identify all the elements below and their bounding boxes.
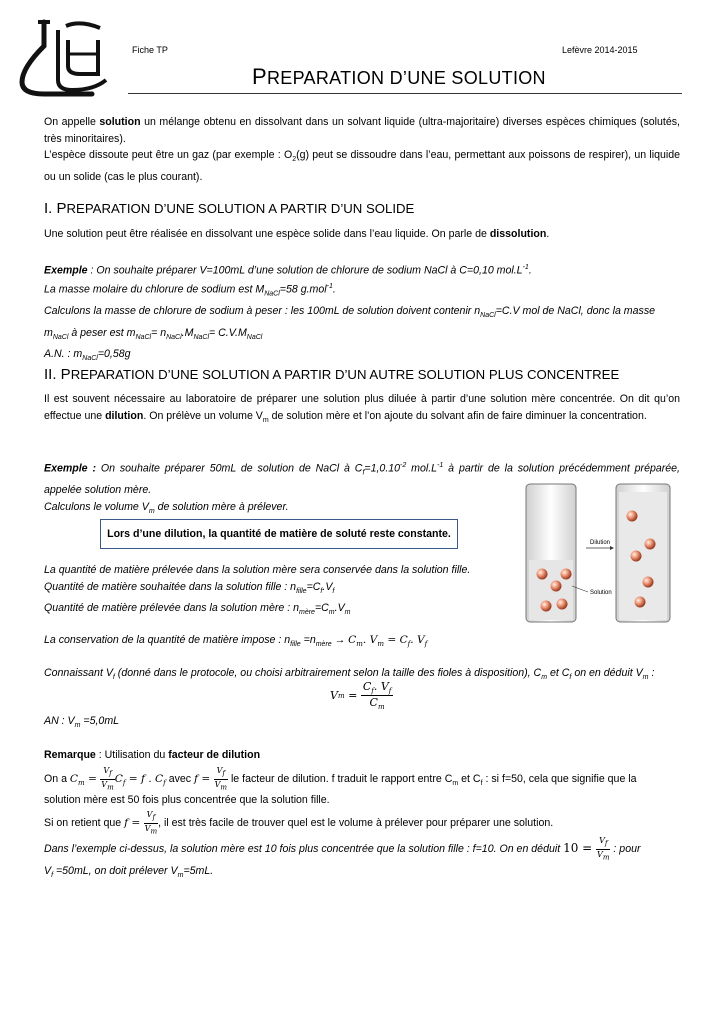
section-2-example: Exemple : On souhaite préparer 50mL de solution de NaCl à $C_f=1,0.10^{-2}$ $mol.L^{-1}$ à partir de la solution précédemment préparée, appelée solution mère. Calculons le volume $V_m$ de solution mère à prélever. — [44, 462, 681, 515]
section-1-heading: I. PREPARATION D’UNE SOLUTION A PARTIR D’UN SOLIDE — [44, 200, 415, 217]
particle — [627, 511, 638, 522]
remark-heading: Remarque : Utilisation du facteur de dilution — [44, 749, 261, 761]
particle — [557, 599, 568, 610]
particle — [645, 539, 656, 550]
particle — [631, 551, 642, 562]
remark-line-1: On a $C_m$ = $\frac{V_f}{V_m}$ $C_f = f$ . $C_f$ avec f = $\frac{V_f}{V_m}$ le facteur de dilution. f traduit le rapport entre $C_m$ et $C_f$ : si f=50, cela que signifie que la — [44, 766, 637, 792]
intro-paragraph: On appelle solution un mélange obtenu en dissolvant dans un solvant liquide (ultra-majoritaire) diverses espèces chimiques (solutés, très minoritaires). L’espèce dissoute peut être un gaz (par exemple : $O_2(g)$ peut se dissoudre dans l’eau, permettant aux poissons de respirer), un liquide ou un solide (cas le plus courant). — [44, 116, 680, 183]
section-2-an: AN : $V_m =5,0mL$ — [44, 715, 120, 730]
section-2-paragraph: Il est souvent nécessaire au laboratoire de préparer une solution plus diluée à partir d’une solution mère concentrée. On dit qu’on effectue une dilution. On prélève un volume $V_m$ de solution mère et l’on ajoute du solvant afin de faire diminuer la concentration. — [44, 393, 680, 424]
section-1-paragraph: Une solution peut être réalisée en dissolvant une espèce solide dans l’eau liquide. On parle de dissolution. — [44, 228, 550, 240]
header-left: Fiche TP — [132, 45, 168, 55]
label-solution: Solution — [590, 590, 612, 596]
particle — [541, 601, 552, 612]
label-dilution: Dilution — [590, 540, 611, 546]
remark-line-3: Si on retient que f = $\frac{V_f}{V_m}$ , il est très facile de trouver quel est le volume à prélever pour préparer une solution. — [44, 810, 554, 836]
section-2-heading: II. PREPARATION D’UNE SOLUTION A PARTIR D’UN AUTRE SOLUTION PLUS CONCENTREE — [44, 366, 620, 383]
section-1-example: Exemple : On souhaite préparer V=100mL d’une solution de chlorure de sodium NaCl à C=0,10 $mol.L^{-1}$. La masse molaire du chlorure de sodium est $M_{NaCl}=58$ g.mol$^{-1}$. Calculons la masse de chlorure de sodium à peser : les 100mL de solution doivent contenir $n_{NaCl}=C.V$ mol de NaCl, donc la masse $m_{NaCl}$ à peser est $m_{NaCl}= n_{NaCl}.M_{NaCl}= C.V.M_{NaCl}$ A.N. : $m_{NaCl}=0,58g$ — [44, 264, 656, 363]
display-equation: V m = $\frac{C_f. V_f}{C_m}$ — [330, 680, 392, 712]
dilution-figure — [498, 476, 682, 626]
remark-line-4: Dans l’exemple ci-dessus, la solution mère est 10 fois plus concentrée que la solution fille : f=10. On en déduit 10 = $\frac{V_f}{V_m}$ : pour $V_f =50mL$, on doit prélever $V_m=5mL$. — [44, 836, 641, 880]
conservation-text: La quantité de matière prélevée dans la solution mère sera conservée dans la solution fille. Quantité de matière souhaitée dans la solution fille : $n_{fille}=C_f.V_f$ Quantité de matière prélevée dans la solution mère : $n_{mère}=C_m.V_m$ — [44, 564, 471, 617]
particle — [551, 581, 562, 592]
page-title: PREPARATION D’UNE SOLUTION — [252, 64, 546, 89]
knowing-text: Connaissant $V_f$ (donné dans le protocole, ou choisi arbitrairement selon la taille des fioles à disposition), $C_m$ et $C_f$ on en déduit $V_m$ : — [44, 667, 655, 682]
remark-line-2: solution mère est 50 fois plus concentrée que la solution fille. — [44, 794, 330, 806]
rule-box: Lors d’une dilution, la quantité de matière de soluté reste constante. — [100, 519, 458, 549]
conservation-equation: La conservation de la quantité de matière impose : $n_{fille} =n_{mère} \to C_m$. $V_m = C_f$. $V_f$ — [44, 634, 428, 649]
particle — [635, 597, 646, 608]
particle — [561, 569, 572, 580]
particle — [537, 569, 548, 580]
logo-flask-icon — [14, 16, 114, 98]
header-right: Lefèvre 2014-2015 — [562, 45, 638, 55]
particle — [643, 577, 654, 588]
title-rule — [128, 93, 682, 94]
